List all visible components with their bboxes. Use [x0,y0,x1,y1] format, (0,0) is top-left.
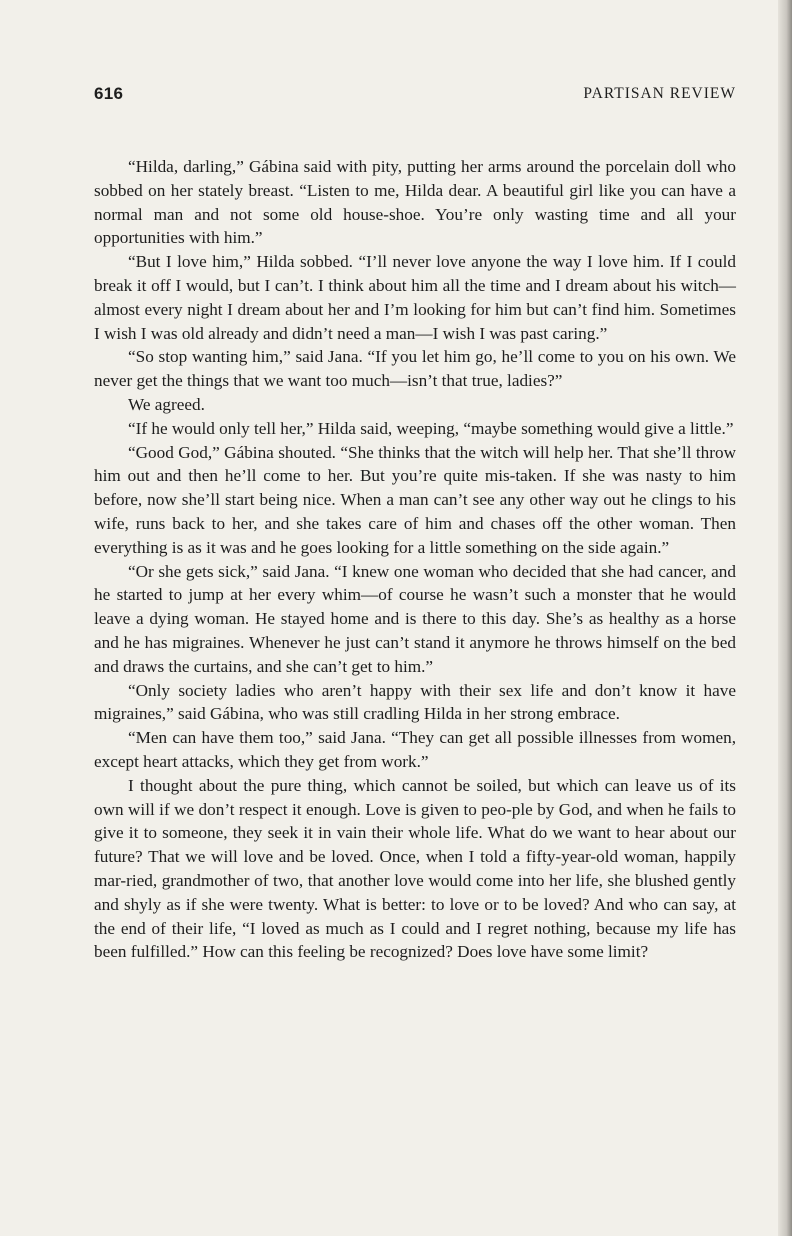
page-header [94,84,736,108]
paragraph: I thought about the pure thing, which cannot be soiled, but which can leave us of its own will if we don’t respect it enough. Love is given to peo-ple by God, and when he fails to give it to someone, they seek it in vain their whole life. What do we want to hear about our future? That we will love and be loved. Once, when I told a fifty-year-old woman, happily mar-ried, grandmother of two, that another love would come into her life, she blushed gently and shyly as if she were twenty. What is better: to love or to be loved? And who can say, at the end of their life, “I loved as much as I could and I regret nothing, because my life has been fulfilled.” How can this feeling be recognized? Does love have some limit? [94,775,736,962]
paragraph: “Hilda, darling,” Gábina said with pity, putting her arms around the porcelain doll who sobbed on her stately breast. “Listen to me, Hilda dear. A beautiful girl like you can have a normal man and not some old house-shoe. You’re only wasting time and all your opportunities with him.” [94,157,736,248]
paragraph: “Men can have them too,” said Jana. “They can get all possible illnesses from women, except heart attacks, which they get from work.” [94,728,736,771]
paragraph: “Only society ladies who aren’t happy with their sex life and don’t know it have migraines,” said Gábina, who was still cradling Hilda in her strong embrace. [94,680,736,724]
body-text [94,155,736,964]
page-edge [778,0,792,1236]
paragraph: “But I love him,” Hilda sobbed. “I’ll never love anyone the way I love him. If I could break it off I would, but I can’t. I think about him all the time and I dream about his witch—almost every night I dream about her and I’m looking for him but can’t find him. Sometimes I wish I was old already and didn’t need a man—I wish I was past caring.” [94,252,736,343]
running-head: PARTISAN REVIEW [583,85,736,102]
paragraph: “If he would only tell her,” Hilda said, weeping, “maybe something would give a little.” [128,418,734,438]
paragraph: “So stop wanting him,” said Jana. “If you let him go, he’ll come to you on his own. We never get the things that we want too much—isn’t that true, ladies?” [94,347,736,391]
paragraph: “Good God,” Gábina shouted. “She thinks that the witch will help her. That she’ll throw him out and then he’ll come to her. But you’re quite mis-taken. If she was nasty to him before, now she’ll start being nice. When a man can’t see any other way out he clings to his wife, runs back to her, and she takes care of him and chases off the other woman. Then everything is as it was and he goes looking for a little something on the side again.” [94,442,736,557]
paragraph: We agreed. [128,394,205,414]
page-number: 616 [94,84,124,103]
paragraph: “Or she gets sick,” said Jana. “I knew one woman who decided that she had cancer, and he started to jump at her every whim—of course he wasn’t such a monster that he would leave a dying woman. He stayed home and is there to this day. She’s as healthy as a horse and he has migraines. Whenever he just can’t stand it anymore he throws himself on the bed and draws the curtains, and she can’t get to him.” [94,561,736,676]
